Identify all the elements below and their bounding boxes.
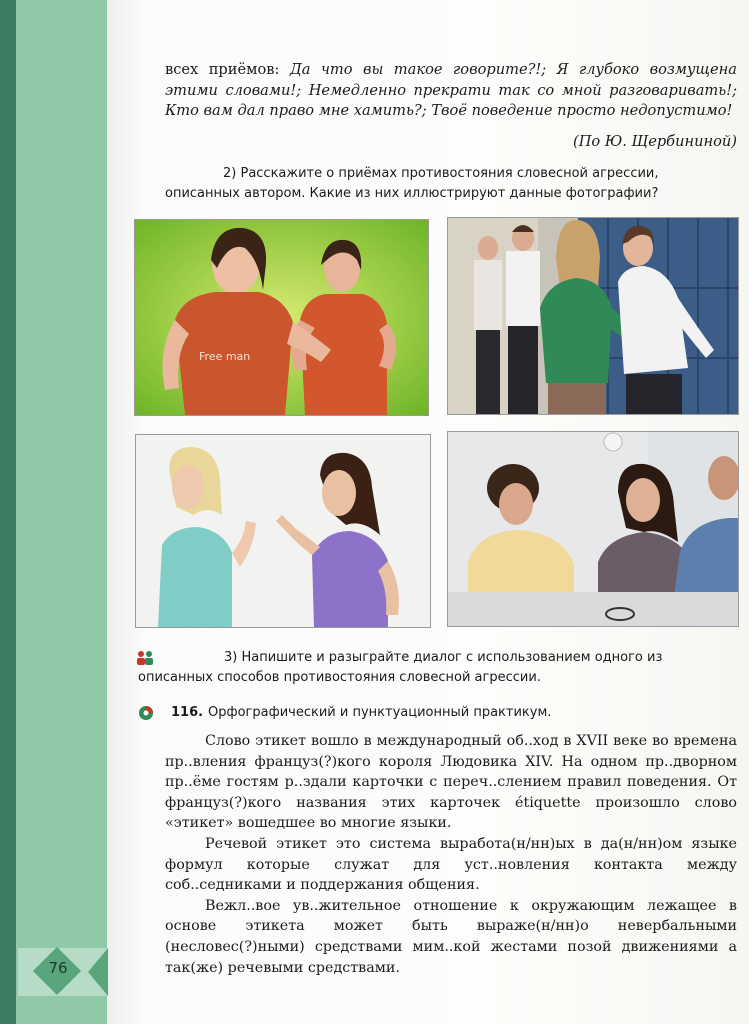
exercise-title: Орфографический и пунктуационный практикум. (208, 705, 552, 720)
photo-table-image (448, 432, 738, 626)
photo-two-girls (134, 219, 429, 416)
exercise-paragraph: Вежл..вое ув..жительное отношение к окружающим лежащее в основе этикета может быть выраже(н/нн)о невербальными (несловес(?)ными) средствами мим..кой жестами позой движениями а так(же) речевыми средствами. (165, 897, 737, 976)
exercise-number: 116. (171, 705, 204, 720)
photo-women-arguing (135, 434, 431, 628)
task-3-text: 3) Напишите и разыграйте диалог с использованием одного из описанных способов противостояния словесной агрессии. (138, 650, 663, 685)
page-edge-strip (0, 0, 16, 1024)
exercise-text (165, 731, 737, 978)
spelling-punctuation-icon (138, 705, 154, 721)
quote-source: (По Ю. Щербининой) (573, 133, 737, 150)
photo-two-girls-image (135, 220, 428, 415)
photo-hallway-argument (447, 217, 739, 415)
triangle-icon (88, 948, 108, 996)
photo-women-image (136, 435, 430, 627)
task-2 (165, 164, 737, 203)
photo-people-table (447, 431, 739, 627)
photo-hallway-image (448, 218, 738, 414)
task-2-text: 2) Расскажите о приёмах противостояния словесной агрессии, описанных автором. Какие из них иллюстрируют данные фотографии? (165, 166, 659, 201)
shirt-print-text: Free man (199, 350, 251, 363)
quote-paragraph (165, 60, 737, 122)
task-3 (138, 648, 738, 687)
quote-italic-text: Да что вы такое говорите?!; Я глубоко возмущена этими словами!; Немедленно прекрати так со мной разговаривать!; Кто вам дал право мне хамить?; Твоё поведение просто недопустимо! (165, 61, 737, 119)
exercise-paragraph: Слово этикет вошло в международный об..ход в XVII веке во времена пр..вления француз(?)кого короля Людовика XIV. На одном пр..дворном пр..ёме гостям р..здали карточки с переч..слением правил поведения. От француз(?)кого названия этих карточек étiquette произошло слово «этикет» вошедшее во многие языки. (165, 733, 737, 832)
quote-lead-text: всех приёмов: (165, 61, 290, 78)
page-number: 76 (48, 959, 68, 977)
page-margin-band (0, 0, 107, 1024)
page-number-badge (18, 948, 108, 996)
exercise-paragraph: Речевой этикет это система выработа(н/нн)ых в да(н/нн)ом языке формул которые служат для уст..новления контакта между соб..седниками и поддержания общения. (165, 835, 737, 894)
